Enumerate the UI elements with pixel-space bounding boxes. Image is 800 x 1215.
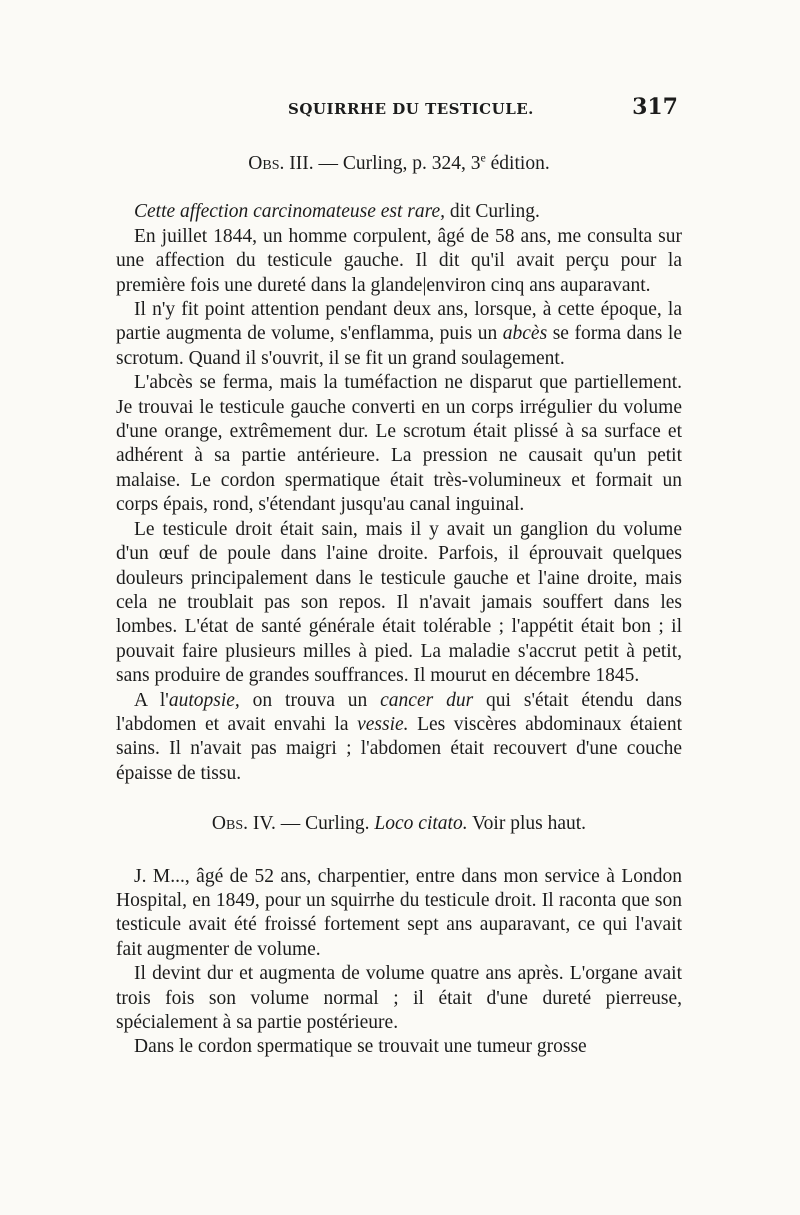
obs-4-heading — [116, 812, 682, 836]
obs-3-paragraph-2: En juillet 1844, un homme corpulent, âgé de 58 ans, me consulta sur une affection du testicule gauche. Il dit qu'il avait perçu pour la première fois une dureté dans la glande|environ cinq ans auparavant. — [116, 225, 682, 296]
obs-3-source: — Curling, p. 324, 3 — [313, 153, 481, 174]
obs-3-paragraph-3 — [116, 298, 682, 371]
obs-3-p3-italic: abcès — [502, 323, 548, 345]
running-title: SQUIRRHE DU TESTICULE. — [288, 100, 534, 118]
obs-3-paragraph-5: Le testicule droit était sain, mais il y avait un ganglion du volume d'un œuf de poule dans l'aine droite. Parfois, il éprouvait quelques douleurs principalement dans le testicule gauche et l'aine droite, mais cela ne troublait pas son repos. Il n'avait jamais souffert dans les lombes. L'état de santé générale était tolérable ; l'appétit était bon ; il pouvait faire plusieurs milles à pied. La maladie s'accrut petit à petit, sans produire de grandes souffrances. Il mourut en décembre 1845. — [116, 518, 682, 687]
obs-3-quote: Cette affection carcinomateuse est rare, — [134, 201, 446, 223]
obs-3-label: Obs. III. — [248, 153, 314, 174]
obs-4-paragraph-3: Dans le cordon spermatique se trouvait une tumeur grosse — [134, 1036, 587, 1058]
body-text — [116, 152, 682, 1060]
obs-3-p6-text-a: A l' — [134, 689, 169, 711]
obs-3-edition: édition. — [485, 153, 550, 174]
obs-3-p6-text-c: qui s'était étendu dans l'abdomen et avait envahi la — [116, 689, 682, 735]
obs-3-quote-attribution: dit Curling. — [445, 201, 540, 223]
obs-3-p6-italic-vessie: vessie. — [357, 713, 409, 735]
obs-4-loco-citato: Loco citato. — [374, 813, 468, 835]
obs-3-p3-text-b: se forma dans le scrotum. Quand il s'ouvrit, il se fit un grand soulagement. — [116, 323, 682, 369]
obs-3-heading — [116, 152, 682, 176]
obs-4-paragraph-1: J. M..., âgé de 52 ans, charpentier, entre dans mon service à London Hospital, en 1849, pour un squirrhe du testicule droit. Il raconta que son testicule avait été froissé fortement sept ans auparavant, ce qui l'avait fait augmenter de volume. — [116, 865, 682, 960]
page-number: 317 — [632, 94, 678, 120]
obs-3-p3-text-a: Il n'y fit point attention pendant deux ans, lorsque, à cette époque, la partie augmenta de volume, s'enflamma, puis un — [116, 299, 682, 345]
obs-3-p6-text-b: on trouva un — [239, 689, 381, 711]
obs-4-source: — Curling. — [275, 813, 375, 835]
obs-3-p6-italic-autopsie: autopsie, — [168, 689, 240, 711]
obs-3-paragraph-1 — [116, 200, 682, 224]
obs-3-p6-text-d: Les viscères abdominaux étaient sains. Il n'avait pas maigri ; l'abdomen était recouvert d'une couche épaisse de tissu. — [116, 713, 682, 784]
obs-4-reference: Voir plus haut. — [467, 813, 587, 835]
obs-3-paragraph-4: L'abcès se ferma, mais la tuméfaction ne disparut que partiellement. Je trouvai le testicule gauche converti en un corps irrégulier du volume d'une orange, extrêmement dur. Le scrotum était plissé à sa surface et adhérent à sa partie antérieure. La pression ne causait qu'un petit malaise. Le cordon spermatique était très-volumineux et formait un corps épais, rond, s'étendant jusqu'au canal inguinal. — [116, 372, 682, 516]
obs-4-label: Obs. IV. — [211, 813, 276, 835]
obs-3-superscript: e — [480, 150, 486, 165]
obs-3-paragraph-6 — [116, 689, 682, 787]
obs-4-paragraph-2: Il devint dur et augmenta de volume quatre ans après. L'organe avait trois fois son volume normal ; il était d'une dureté pierreuse, spécialement à sa partie postérieure. — [116, 963, 682, 1033]
obs-3-p6-italic-cancer: cancer dur — [380, 689, 474, 711]
running-header — [116, 94, 682, 124]
